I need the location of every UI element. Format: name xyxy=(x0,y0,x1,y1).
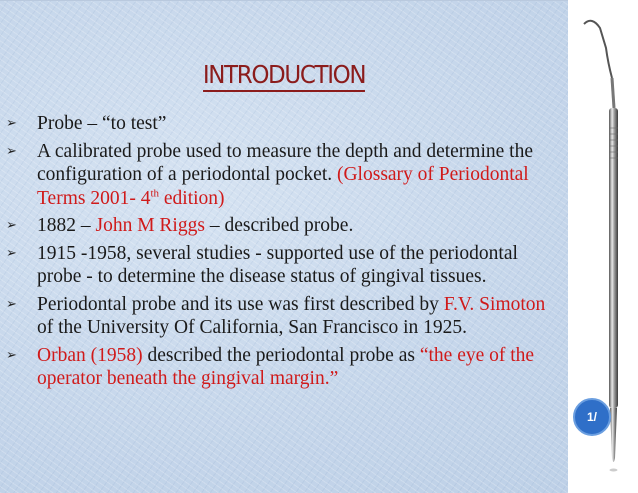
bullet-text: edition) xyxy=(159,187,225,209)
arrow-bullet-icon: ➢ xyxy=(6,116,17,131)
slide-title: INTRODUCTION xyxy=(23,60,546,89)
bullet-text: 1915 -1958, several studies - supported use of the periodontal probe - to determine the disease status of gingival tissues. xyxy=(37,242,518,287)
bullet-list xyxy=(0,112,568,395)
bullet-text: Periodontal probe and its use was first described by xyxy=(37,293,444,315)
bullet-item xyxy=(0,112,568,136)
bullet-item xyxy=(0,140,568,211)
bullet-text: Probe – “to test” xyxy=(37,113,167,134)
arrow-bullet-icon: ➢ xyxy=(6,296,17,312)
bullet-text: “the eye of the operator beneath the gingival margin.” xyxy=(37,344,535,389)
bullet-text: (Glossary of Periodontal Terms 2001- 4 xyxy=(37,164,529,209)
bullet-item xyxy=(0,214,568,238)
bullet-item xyxy=(0,293,568,340)
arrow-bullet-icon: ➢ xyxy=(6,218,17,233)
bullet-text: John M Riggs xyxy=(95,215,205,236)
bullet-text: described the periodontal probe as xyxy=(142,344,420,366)
bullet-text: 1882 – xyxy=(37,215,96,236)
bullet-text: F.V. Simoton xyxy=(443,293,546,315)
bullet-text: – described probe. xyxy=(204,215,354,236)
bullet-text: th xyxy=(150,187,160,199)
page-number-badge: 1/ xyxy=(573,398,611,436)
bullet-text: A calibrated probe used to measure the depth and determine the configuration of a periodontal pocket. xyxy=(37,140,533,185)
bullet-text: Orban (1958) xyxy=(37,344,143,366)
arrow-bullet-icon: ➢ xyxy=(6,347,17,363)
arrow-bullet-icon: ➢ xyxy=(6,245,17,261)
top-border xyxy=(0,0,568,1)
bullet-item xyxy=(0,344,568,391)
arrow-bullet-icon: ➢ xyxy=(6,143,17,159)
bullet-text: of the University Of California, San Francisco in 1925. xyxy=(37,317,467,338)
bullet-item xyxy=(0,242,568,289)
